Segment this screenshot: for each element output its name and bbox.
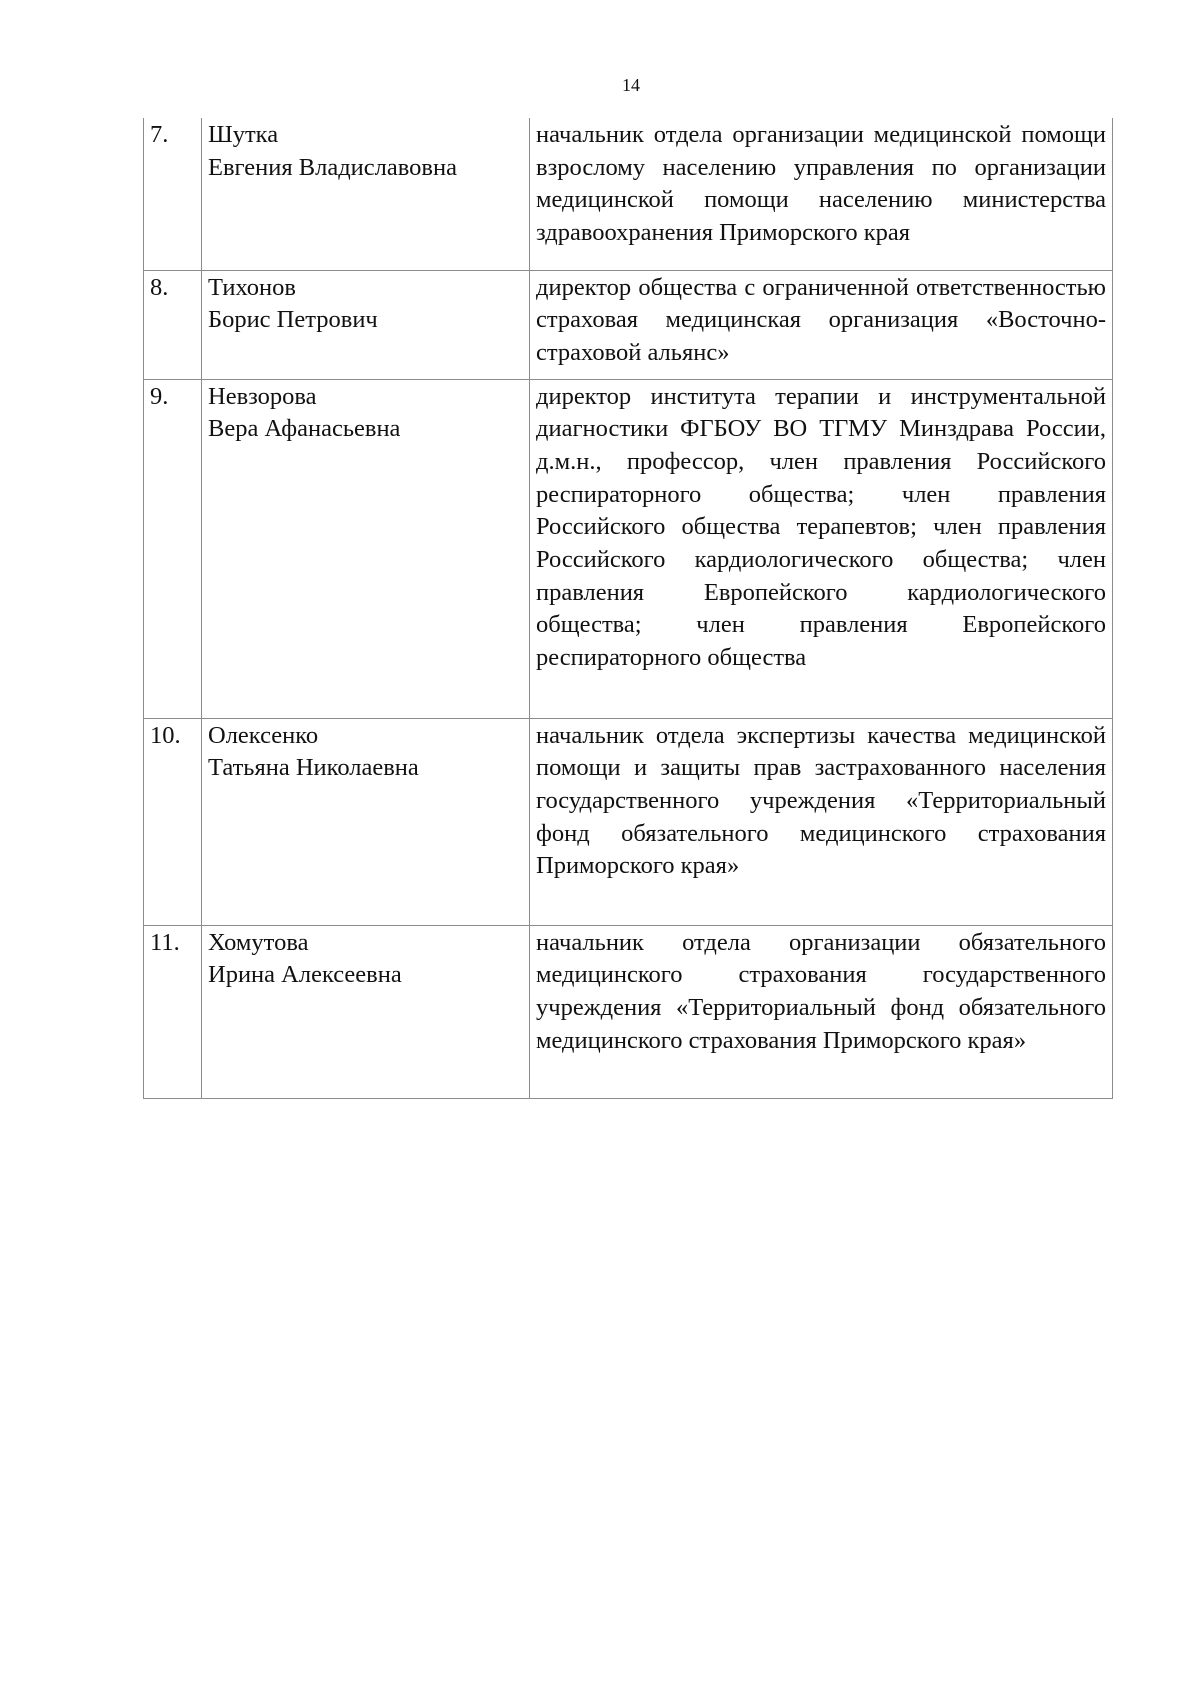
member-name — [202, 925, 530, 1098]
member-position: начальник отдела организации обязательного медицинского страхования государственного учреждения «Территориальный фонд обязательного медицинского страхования Приморского края» — [530, 925, 1113, 1098]
member-position: директор общества с ограниченной ответственностью страховая медицинская организация «Восточно-страховой альянс» — [530, 270, 1113, 379]
member-given-names: Татьяна Николаевна — [208, 754, 419, 782]
member-surname: Олексенко — [208, 721, 319, 749]
member-name — [202, 718, 530, 925]
members-table — [143, 118, 1113, 1099]
row-number: 11. — [144, 925, 202, 1098]
member-surname: Невзорова — [208, 382, 317, 410]
table-row — [144, 270, 1113, 379]
member-name — [202, 379, 530, 718]
member-given-names: Вера Афанасьевна — [208, 415, 401, 443]
member-surname: Шутка — [208, 121, 279, 148]
member-position: начальник отдела организации медицинской помощи взрослому населению управления по организации медицинской помощи населению министерства здравоохранения Приморского края — [530, 118, 1113, 270]
row-number: 8. — [144, 270, 202, 379]
table-row — [144, 925, 1113, 1098]
table-row — [144, 718, 1113, 925]
member-given-names: Ирина Алексеевна — [208, 961, 402, 989]
row-number: 10. — [144, 718, 202, 925]
table-row — [144, 379, 1113, 718]
member-given-names: Борис Петрович — [208, 306, 378, 334]
page-number: 14 — [622, 75, 640, 95]
member-given-names: Евгения Владиславовна — [208, 153, 457, 181]
row-number: 7. — [144, 118, 202, 270]
member-name — [202, 270, 530, 379]
row-number: 9. — [144, 379, 202, 718]
member-surname: Хомутова — [208, 928, 309, 956]
member-surname: Тихонов — [208, 273, 296, 301]
member-position: начальник отдела экспертизы качества медицинской помощи и защиты прав застрахованного населения государственного учреждения «Территориальный фонд обязательного медицинского страхования Приморского края» — [530, 718, 1113, 925]
table-row — [144, 118, 1113, 270]
member-position: директор института терапии и инструментальной диагностики ФГБОУ ВО ТГМУ Минздрава России, д.м.н., профессор, член правления Российского респираторного общества; член правления Российского общества терапевтов; член правления Российского кардиологического общества; член правления Европейского кардиологического общества; член правления Европейского респираторного общества — [530, 379, 1113, 718]
member-name — [202, 118, 530, 270]
